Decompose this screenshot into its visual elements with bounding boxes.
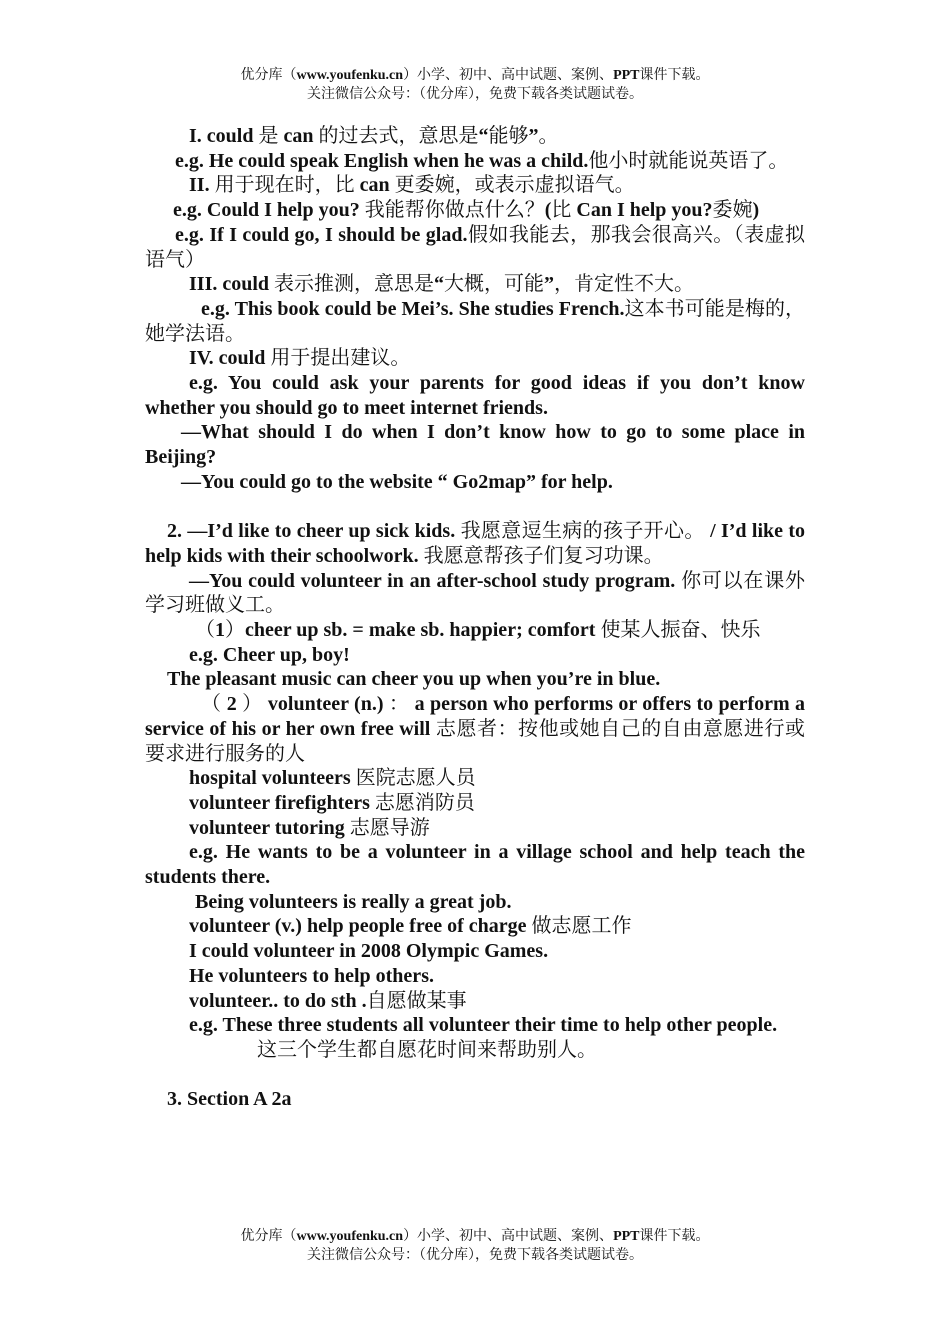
bold-text: I. could bbox=[189, 125, 259, 147]
plain-text: 大概，可能 bbox=[444, 273, 545, 296]
plain-text: ） bbox=[242, 693, 268, 716]
text-line bbox=[145, 198, 805, 223]
text-line bbox=[145, 939, 805, 964]
text-line bbox=[145, 989, 805, 1014]
bold-text: volunteer tutoring bbox=[189, 816, 350, 839]
plain-text: 我能帮你做点什么？ bbox=[364, 199, 545, 222]
plain-text: 我愿意逗生病的孩子开心。 bbox=[460, 520, 711, 543]
bold-text: 2. —I’d like to cheer up sick kids. bbox=[167, 520, 461, 543]
text-line bbox=[145, 1087, 805, 1112]
bold-text: “ bbox=[478, 125, 489, 147]
bold-text: He volunteers to help others. bbox=[189, 964, 434, 987]
plain-text: 假如我能去，那我会很高兴。（表虚拟语气） bbox=[145, 223, 806, 271]
blank-line bbox=[145, 1063, 805, 1088]
bold-text: volunteer.. to do sth . bbox=[189, 989, 367, 1012]
bold-text: —You could volunteer in an after-school study program. bbox=[189, 569, 682, 592]
text-line bbox=[145, 667, 805, 692]
bold-text: hospital volunteers bbox=[189, 767, 356, 790]
bold-text: volunteer (v.) help people free of charge bbox=[189, 915, 532, 938]
bold-text: ” bbox=[528, 125, 539, 147]
plain-text: ） bbox=[225, 619, 245, 642]
plain-text: 自愿做某事 bbox=[366, 989, 467, 1012]
bold-text: —You could go to the website “ Go2map” for help. bbox=[181, 470, 613, 493]
bold-text: ) bbox=[752, 199, 760, 222]
plain-text: 这本书可能是梅的，她学法语。 bbox=[145, 297, 805, 345]
bold-text: ” bbox=[544, 273, 555, 296]
text-line bbox=[145, 618, 805, 643]
plain-text: 志愿导游 bbox=[349, 816, 430, 839]
text-line bbox=[145, 346, 805, 371]
text-line bbox=[145, 890, 805, 915]
plain-text: 比 bbox=[551, 199, 577, 222]
text-line bbox=[145, 692, 805, 766]
text-line bbox=[145, 173, 805, 198]
bold-text: can bbox=[283, 125, 319, 147]
plain-text: 用于提出建议。 bbox=[270, 347, 411, 370]
bold-text: volunteer (n.) bbox=[267, 693, 389, 716]
text-line bbox=[145, 420, 805, 469]
bold-text: / I’d like to help kids with their schoolwork. bbox=[145, 520, 806, 567]
text-line bbox=[145, 1013, 805, 1038]
plain-text: 使某人振奋、快乐 bbox=[600, 619, 761, 642]
header-line-1: 优分库（www.youfenku.cn）小学、初中、高中试题、案例、PPT课件下载。 bbox=[240, 68, 710, 83]
bold-text: a person who performs or offers to perform a service of his or her own free will bbox=[145, 693, 806, 740]
bold-text: II. bbox=[189, 174, 215, 197]
plain-text: 用于现在时，比 bbox=[214, 174, 360, 197]
footer-line-1: 优分库（www.youfenku.cn）小学、初中、高中试题、案例、PPT课件下载。 bbox=[240, 1229, 710, 1244]
bold-text: 3. Section A 2a bbox=[167, 1088, 292, 1111]
text-line bbox=[145, 643, 805, 668]
bold-text: The pleasant music can cheer you up when you’re in blue. bbox=[167, 668, 661, 691]
bold-text: volunteer firefighters bbox=[189, 791, 375, 814]
text-line bbox=[145, 519, 805, 568]
header-line-2: 关注微信公众号：（优分库），免费下载各类试题试卷。 bbox=[307, 87, 643, 102]
plain-text: 这三个学生都自愿花时间来帮助别人。 bbox=[257, 1039, 597, 1061]
blank-line bbox=[145, 495, 805, 520]
text-line bbox=[145, 297, 805, 346]
bold-text: e.g. You could ask your parents for good ideas if you don’t know whether you should go to meet internet friends. bbox=[145, 372, 805, 419]
plain-text: 医院志愿人员 bbox=[355, 767, 476, 790]
bold-text: 1 bbox=[215, 619, 225, 642]
plain-text: 更委婉，或表示虚拟语气。 bbox=[394, 174, 635, 197]
bold-text: e.g. These three students all volunteer their time to help other people. bbox=[189, 1014, 778, 1037]
bold-text: I could volunteer in 2008 Olympic Games. bbox=[189, 940, 549, 963]
plain-text: 你可以在课外学习班做义工。 bbox=[145, 569, 805, 617]
text-line bbox=[145, 964, 805, 989]
bold-text: e.g. This book could be Mei’s. She studies French. bbox=[201, 297, 625, 320]
bold-text: ( bbox=[544, 199, 552, 222]
plain-text: 。 bbox=[538, 125, 559, 147]
plain-text: ，肯定性不大。 bbox=[554, 273, 695, 296]
text-line bbox=[145, 371, 805, 420]
text-line bbox=[145, 840, 805, 889]
text-line bbox=[145, 791, 805, 816]
bold-text: “ bbox=[434, 273, 445, 296]
plain-text: （ bbox=[201, 693, 227, 716]
bold-text: e.g. If I could go, I should be glad. bbox=[175, 223, 468, 246]
text-line bbox=[145, 272, 805, 297]
plain-text: 志愿者：按他或她自己的自由意愿进行或要求进行服务的人 bbox=[145, 717, 806, 765]
plain-text: 他小时就能说英语了。 bbox=[588, 149, 789, 172]
document-body bbox=[145, 124, 805, 1112]
plain-text: 委婉 bbox=[712, 199, 753, 222]
text-line bbox=[145, 223, 805, 272]
bold-text: 2 bbox=[226, 693, 243, 716]
plain-text: 是 bbox=[258, 125, 284, 147]
bold-text: e.g. Cheer up, boy! bbox=[189, 643, 350, 666]
text-line bbox=[145, 124, 805, 149]
bold-text: IV. could bbox=[189, 347, 271, 370]
plain-text: （ bbox=[195, 619, 215, 642]
plain-text: 表示推测，意思是 bbox=[274, 273, 435, 296]
text-line bbox=[145, 149, 805, 174]
page-footer bbox=[0, 1227, 950, 1265]
bold-text: Can I help you? bbox=[576, 199, 713, 222]
bold-text: —What should I do when I don’t know how to go to some place in Beijing? bbox=[145, 421, 805, 469]
bold-text: Being volunteers is really a great job. bbox=[195, 890, 512, 913]
text-line bbox=[145, 470, 805, 495]
text-line bbox=[145, 569, 805, 618]
plain-text: 志愿消防员 bbox=[374, 791, 475, 814]
bold-text: III. could bbox=[189, 273, 275, 296]
plain-text: ： bbox=[388, 693, 415, 716]
plain-text: 我愿意帮孩子们复习功课。 bbox=[423, 544, 664, 567]
bold-text: can bbox=[359, 174, 395, 197]
text-line bbox=[145, 766, 805, 791]
plain-text: 的过去式，意思是 bbox=[318, 125, 479, 147]
plain-text: 做志愿工作 bbox=[531, 915, 632, 938]
text-line bbox=[145, 816, 805, 841]
bold-text: e.g. Could I help you? bbox=[173, 199, 365, 222]
bold-text: e.g. He could speak English when he was a child. bbox=[175, 149, 589, 172]
plain-text: 能够 bbox=[488, 125, 529, 147]
page-header bbox=[0, 66, 950, 104]
bold-text: cheer up sb. = make sb. happier; comfort bbox=[245, 619, 601, 642]
footer-line-2: 关注微信公众号：（优分库），免费下载各类试题试卷。 bbox=[307, 1248, 643, 1263]
text-line bbox=[145, 1038, 805, 1063]
bold-text: e.g. He wants to be a volunteer in a village school and help teach the students there. bbox=[145, 841, 805, 889]
text-line bbox=[145, 914, 805, 939]
